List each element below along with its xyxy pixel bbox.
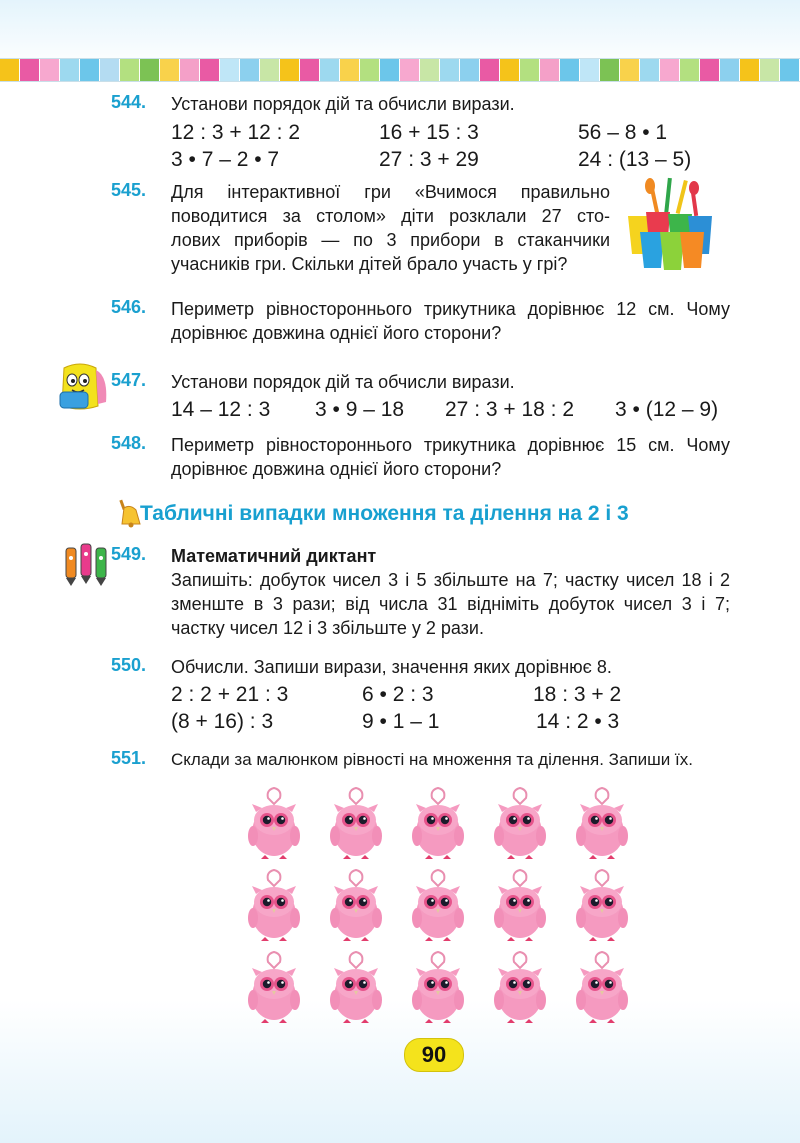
stripe-segment bbox=[780, 59, 800, 81]
owl-toy-image bbox=[234, 784, 314, 864]
stripe-segment bbox=[140, 59, 160, 81]
stripe-segment bbox=[280, 59, 300, 81]
expression: (8 + 16) : 3 bbox=[171, 710, 274, 733]
expression-row bbox=[116, 396, 730, 423]
stripe-segment bbox=[40, 59, 60, 81]
expression-row bbox=[116, 119, 730, 146]
stripe-segment bbox=[420, 59, 440, 81]
stripe-segment bbox=[380, 59, 400, 81]
section-title: Табличні випадки множення та ділення на 2 і 3 bbox=[140, 502, 629, 525]
owl-toys-grid bbox=[234, 784, 642, 1028]
task-548 bbox=[111, 433, 730, 481]
owl-toy-image bbox=[562, 866, 642, 946]
task-text: Запишіть: добуток чисел 3 і 5 збільште на 7; частку чисел 18 і 2 зменште в 3 рази; від числа 31 відніміть добуток чисел 3 і 7; частку чисел 12 і 3 збільште у 2 рази. bbox=[171, 570, 730, 638]
owl-toy-image bbox=[480, 866, 560, 946]
task-text: Периметр рівностороннього трикутника дорівнює 15 см. Чому дорівнює довжина однієї його сторони? bbox=[171, 435, 730, 479]
stripe-segment bbox=[600, 59, 620, 81]
stripe-segment bbox=[440, 59, 460, 81]
text-line: поводитися за столом» діти розклали 27 сто- bbox=[171, 206, 610, 226]
task-number: 548. bbox=[111, 433, 147, 453]
owl-toy-image bbox=[316, 784, 396, 864]
task-text: Установи порядок дій та обчисли вирази. bbox=[171, 372, 515, 392]
stripe-segment bbox=[220, 59, 240, 81]
expression: 12 : 3 + 12 : 2 bbox=[171, 121, 301, 144]
stripe-segment bbox=[400, 59, 420, 81]
text-line: Для інтерактивної гри «Вчимося правильно bbox=[171, 182, 610, 202]
text-line: учасників гри. Скільки дітей брало участь у грі? bbox=[171, 254, 568, 274]
stripe-segment bbox=[460, 59, 480, 81]
header-stripe bbox=[0, 58, 800, 82]
stripe-segment bbox=[120, 59, 140, 81]
owl-toy-image bbox=[234, 948, 314, 1028]
task-number: 545. bbox=[111, 180, 147, 200]
stripe-segment bbox=[700, 59, 720, 81]
stripe-segment bbox=[500, 59, 520, 81]
task-544 bbox=[111, 92, 730, 173]
expression: 27 : 3 + 18 : 2 bbox=[445, 398, 575, 421]
task-number: 546. bbox=[111, 297, 147, 317]
owl-toy-image bbox=[316, 948, 396, 1028]
task-number: 551. bbox=[111, 748, 147, 768]
bell-icon bbox=[118, 498, 142, 528]
task-text: Склади за малюнком рівності на множення та ділення. Запиши їх. bbox=[171, 750, 693, 769]
owl-toy-image bbox=[398, 866, 478, 946]
stripe-segment bbox=[260, 59, 280, 81]
expression: 27 : 3 + 29 bbox=[379, 148, 479, 171]
stripe-segment bbox=[640, 59, 660, 81]
owl-toy-image bbox=[480, 948, 560, 1028]
stripe-segment bbox=[540, 59, 560, 81]
task-546 bbox=[111, 297, 730, 345]
stripe-segment bbox=[80, 59, 100, 81]
stripe-segment bbox=[0, 59, 20, 81]
expression: 9 • 1 – 1 bbox=[362, 710, 440, 733]
stripe-segment bbox=[340, 59, 360, 81]
stripe-segment bbox=[20, 59, 40, 81]
stripe-segment bbox=[320, 59, 340, 81]
expression: 18 : 3 + 2 bbox=[533, 683, 622, 706]
expression: 14 – 12 : 3 bbox=[171, 398, 271, 421]
task-number: 544. bbox=[111, 92, 147, 112]
expression: 2 : 2 + 21 : 3 bbox=[171, 683, 289, 706]
stripe-segment bbox=[580, 59, 600, 81]
expression-row bbox=[116, 681, 730, 708]
stripe-segment bbox=[60, 59, 80, 81]
owl-toy-image bbox=[562, 784, 642, 864]
task-text: Установи порядок дій та обчисли вирази. bbox=[171, 94, 515, 114]
task-text: Обчисли. Запиши вирази, значення яких дорівнює 8. bbox=[171, 657, 612, 677]
expression: 24 : (13 – 5) bbox=[578, 148, 692, 171]
stripe-segment bbox=[180, 59, 200, 81]
stripe-segment bbox=[560, 59, 580, 81]
owl-toy-image bbox=[234, 866, 314, 946]
stripe-segment bbox=[200, 59, 220, 81]
task-549 bbox=[111, 544, 730, 640]
stripe-segment bbox=[480, 59, 500, 81]
owl-toy-image bbox=[398, 784, 478, 864]
expression: 56 – 8 • 1 bbox=[578, 121, 668, 144]
stripe-segment bbox=[720, 59, 740, 81]
stripe-segment bbox=[160, 59, 180, 81]
stripe-segment bbox=[360, 59, 380, 81]
page-number: 90 bbox=[404, 1038, 464, 1072]
task-number: 547. bbox=[111, 370, 147, 390]
expression: 3 • (12 – 9) bbox=[615, 398, 719, 421]
stripe-segment bbox=[100, 59, 120, 81]
owl-toy-image bbox=[480, 784, 560, 864]
task-number: 549. bbox=[111, 544, 147, 564]
expression: 14 : 2 • 3 bbox=[536, 710, 620, 733]
stripe-segment bbox=[620, 59, 640, 81]
task-text bbox=[171, 180, 610, 276]
expression-row bbox=[116, 708, 730, 735]
cups-with-cutlery-illustration bbox=[622, 176, 722, 272]
task-547 bbox=[111, 370, 730, 423]
task-551 bbox=[111, 748, 740, 772]
expression: 16 + 15 : 3 bbox=[379, 121, 479, 144]
owl-toy-image bbox=[398, 948, 478, 1028]
expression: 3 • 9 – 18 bbox=[315, 398, 405, 421]
expression: 6 • 2 : 3 bbox=[362, 683, 434, 706]
task-550 bbox=[111, 655, 730, 735]
backpack-icon bbox=[50, 362, 114, 414]
text-line: лових приборів — по 3 прибори в стаканчики bbox=[171, 230, 610, 250]
stripe-segment bbox=[680, 59, 700, 81]
task-number: 550. bbox=[111, 655, 147, 675]
owl-toy-image bbox=[562, 948, 642, 1028]
stripe-segment bbox=[760, 59, 780, 81]
task-text: Периметр рівностороннього трикутника дорівнює 12 см. Чому дорівнює довжина однієї його сторони? bbox=[171, 299, 730, 343]
stripe-segment bbox=[520, 59, 540, 81]
stripe-segment bbox=[660, 59, 680, 81]
pencils-icon bbox=[60, 540, 114, 588]
stripe-segment bbox=[240, 59, 260, 81]
owl-toy-image bbox=[316, 866, 396, 946]
task-title: Математичний диктант bbox=[171, 546, 377, 566]
task-545 bbox=[111, 180, 610, 276]
expression: 3 • 7 – 2 • 7 bbox=[171, 148, 280, 171]
stripe-segment bbox=[300, 59, 320, 81]
stripe-segment bbox=[740, 59, 760, 81]
expression-row bbox=[116, 146, 730, 173]
